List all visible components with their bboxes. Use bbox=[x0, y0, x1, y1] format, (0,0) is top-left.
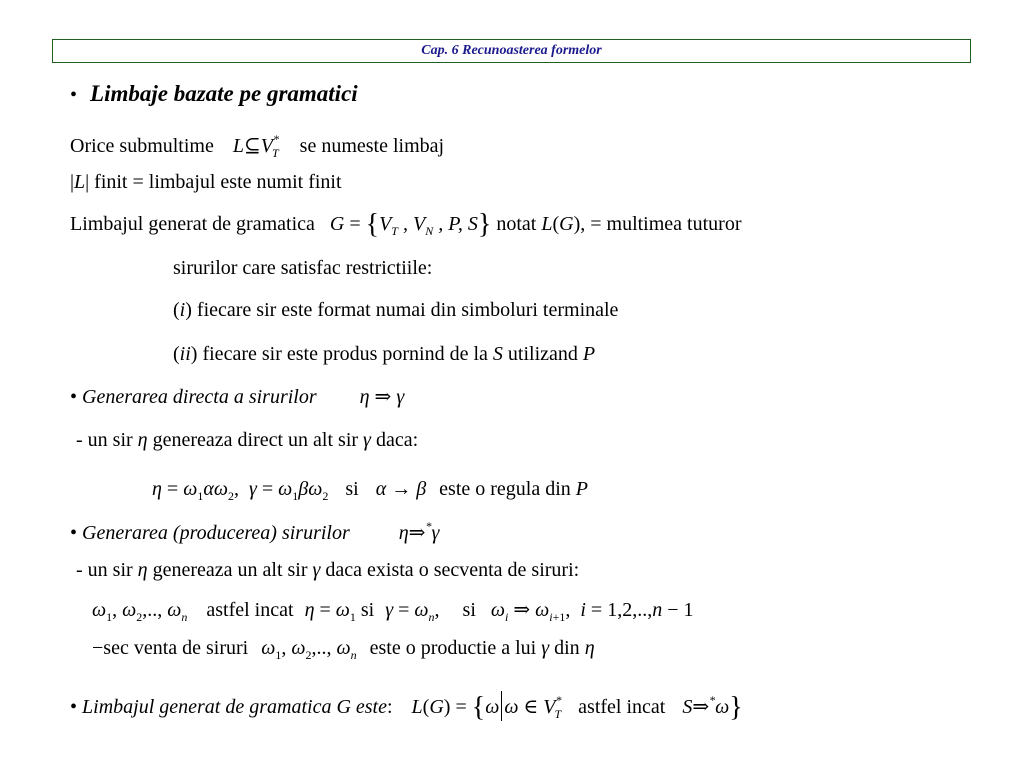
symbol-eta: η bbox=[137, 559, 148, 581]
formula-lg: L(G), bbox=[541, 213, 586, 235]
text: utilizand bbox=[507, 343, 578, 365]
formula-step: $\omega_i$ ⇒ $\omega_{i+1}$, i = 1,2,..,n − 1 bbox=[490, 599, 694, 624]
formula-eta: $\eta = \omega_1\alpha\omega_2$, $\gamma = \omega_1\beta\omega_2$ bbox=[152, 478, 329, 503]
bullet: • bbox=[70, 696, 78, 718]
direct-generation-formula bbox=[152, 477, 588, 508]
formula-sequence: $\omega_1$, $\omega_2$,.., $\omega_n$ bbox=[92, 599, 188, 624]
formula-direct: η ⇒ γ bbox=[359, 386, 405, 408]
chapter-header: Cap. 6 Recunoasterea formelor bbox=[52, 39, 971, 63]
minus-sign: − bbox=[92, 637, 104, 659]
marker: (i) bbox=[173, 299, 192, 321]
formula-cardinality: |L| bbox=[70, 171, 90, 193]
formula-language: L(G) = {ω ω ∈ $V^*_T$ bbox=[411, 692, 562, 723]
text: Limbajul generat de gramatica bbox=[70, 213, 315, 235]
text: fiecare sir este format numai din simboluri terminale bbox=[196, 299, 619, 321]
colon: : bbox=[386, 696, 393, 718]
text: din bbox=[554, 637, 580, 659]
text: - un sir bbox=[76, 559, 133, 581]
text: = multimea tuturor bbox=[590, 213, 742, 235]
section-direct-generation bbox=[70, 385, 404, 409]
symbol-gamma: γ bbox=[363, 429, 371, 451]
section-title: Limbajul generat de gramatica G este bbox=[82, 696, 387, 718]
text: notat bbox=[496, 213, 537, 235]
symbol-gamma: γ bbox=[541, 637, 550, 659]
section-title: Limbaje bazate pe gramatici bbox=[90, 81, 358, 106]
text: fiecare sir este produs pornind de la bbox=[202, 343, 488, 365]
bullet: • bbox=[70, 386, 78, 408]
formula-sequence: $\omega_1$, $\omega_2$,.., $\omega_n$ bbox=[261, 637, 357, 662]
formula-end: $\gamma = \omega_n$, bbox=[385, 599, 440, 624]
direct-generation-text bbox=[76, 428, 418, 452]
finite-language-line bbox=[70, 170, 342, 194]
restriction-i bbox=[173, 298, 618, 322]
definition-line bbox=[70, 127, 444, 165]
text: si bbox=[345, 478, 359, 500]
text: si bbox=[360, 599, 375, 621]
symbol-eta: η bbox=[137, 429, 148, 451]
section-title: Generarea directa a sirurilor bbox=[82, 386, 317, 408]
text: si bbox=[462, 599, 476, 621]
formula-start: $\eta = \omega_1$ bbox=[304, 599, 356, 624]
generated-language-line bbox=[70, 209, 742, 243]
text: astfel incat bbox=[578, 696, 666, 718]
bullet: • bbox=[70, 522, 78, 544]
section-production bbox=[70, 514, 439, 545]
marker: (ii) bbox=[173, 343, 198, 365]
text: sec venta de siruri bbox=[103, 637, 249, 659]
text: genereaza direct un alt sir bbox=[152, 429, 359, 451]
text: este o productie a lui bbox=[369, 637, 537, 659]
restrictions-line bbox=[173, 256, 432, 280]
formula-star-derivation: η⇒*γ bbox=[398, 519, 440, 544]
symbol-p: P bbox=[582, 343, 596, 365]
bullet: • bbox=[70, 84, 78, 106]
symbol-gamma: γ bbox=[312, 559, 321, 581]
production-text bbox=[76, 558, 579, 582]
text: astfel incat bbox=[206, 599, 294, 621]
symbol-p: P bbox=[575, 478, 588, 500]
sequence-formula bbox=[92, 598, 693, 629]
section-heading-languages bbox=[70, 82, 358, 107]
formula-subset: $L⊆V^*_T$ bbox=[232, 132, 279, 160]
text: daca: bbox=[375, 429, 419, 451]
symbol-eta: η bbox=[584, 637, 595, 659]
formula-grammar: $G = \{V_T$ , $V_N$ , P, S} bbox=[329, 209, 492, 240]
text: sirurilor care satisfac restrictiile: bbox=[173, 257, 433, 279]
sequence-production-line bbox=[92, 636, 595, 667]
text: finit = limbajul este numit finit bbox=[94, 171, 342, 193]
section-language-definition bbox=[70, 688, 743, 726]
text: - un sir bbox=[76, 429, 133, 451]
text: se numeste limbaj bbox=[299, 135, 445, 157]
text: Orice submultime bbox=[70, 135, 214, 157]
section-title: Generarea (producerea) sirurilor bbox=[82, 522, 350, 544]
formula-rule: α → β bbox=[375, 478, 427, 500]
text: genereaza un alt sir bbox=[152, 559, 308, 581]
text: daca exista o secventa de siruri: bbox=[325, 559, 580, 581]
restriction-ii bbox=[173, 342, 595, 366]
symbol-s: S bbox=[492, 343, 503, 365]
formula-derivation: S⇒*ω} bbox=[682, 692, 743, 723]
text: este o regula din bbox=[439, 478, 571, 500]
